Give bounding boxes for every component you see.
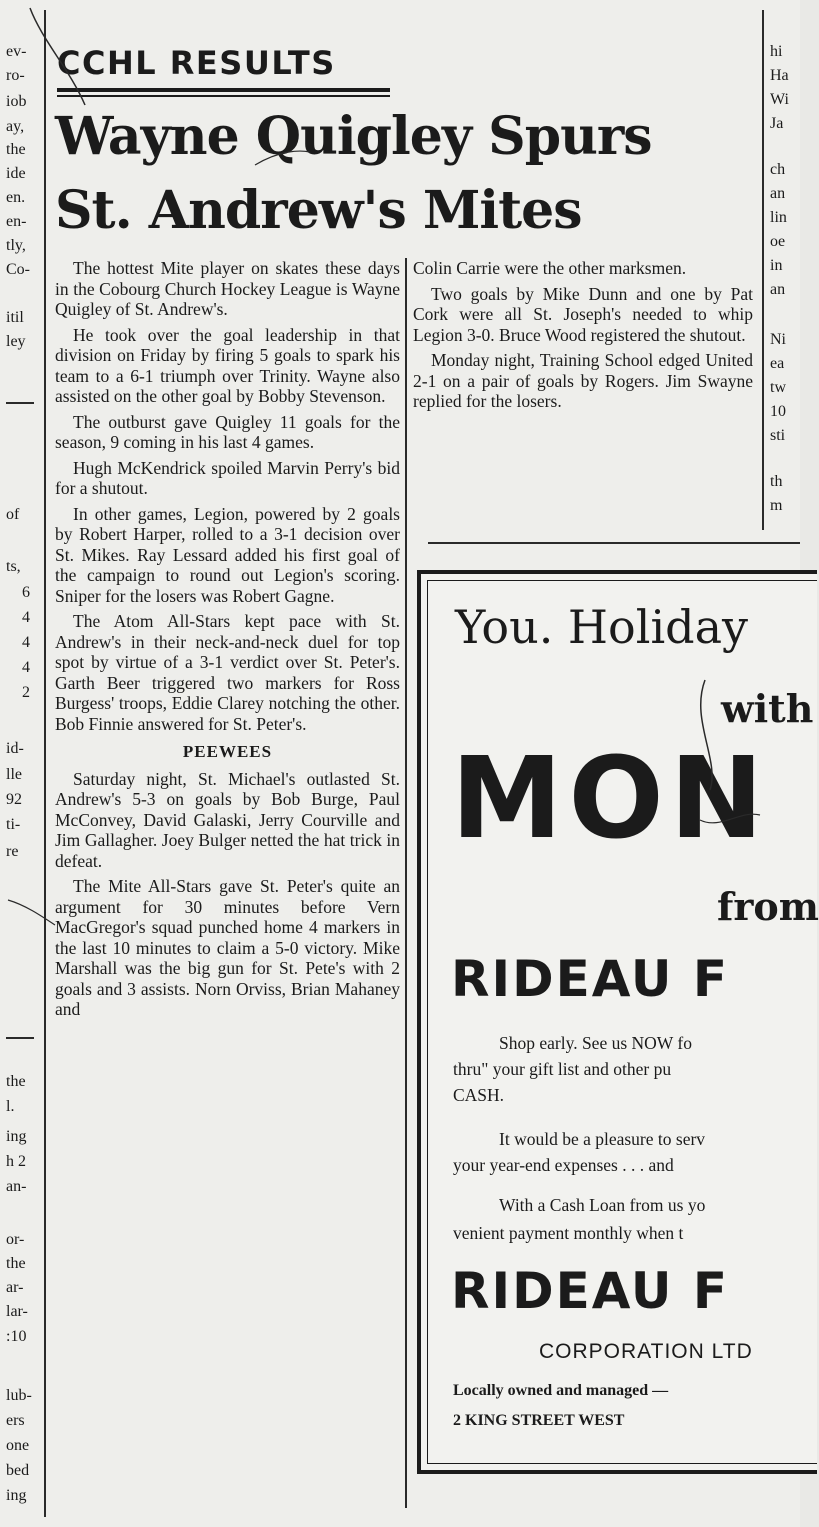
fragment-line: the [6, 1255, 26, 1272]
fragment-line: ley [6, 333, 26, 350]
column-rule-left [44, 10, 46, 1517]
fragment-line: the [6, 1073, 26, 1090]
article-subhead: PEEWEES [182, 742, 273, 761]
article-paragraph: The outburst gave Quigley 11 goals for the season, 9 coming in his last 4 games. [55, 411, 400, 452]
article-paragraph: The Mite All-Stars gave St. Peter's quite an argument for 30 minutes before Vern MacGregor's squad punched home 4 markers in the last 10 minutes to claim a 5-0 victory. Mike Marshall was the big gun for St. Pete's with 2 goals and 3 assists. Norn Orviss, Brian Mahaney and [55, 876, 400, 1019]
fragment-line: ea [770, 355, 785, 372]
fragment-line: an- [6, 1178, 27, 1195]
ad-body-text: your year-end expenses . . . and [453, 1155, 674, 1175]
fragment-line: :10 [6, 1328, 27, 1345]
fragment-line: Ha [770, 67, 789, 84]
fragment-line: ti- [6, 816, 21, 833]
fragment-line: id- [6, 740, 24, 757]
fragment-line: ing [6, 1128, 27, 1145]
ad-body-text: Shop early. See us NOW fo [499, 1033, 692, 1053]
ad-ownership-line: Locally owned and managed — [453, 1382, 669, 1399]
fragment-line: re [6, 843, 19, 860]
fragment-line: ing [6, 1487, 27, 1504]
fragment-line: an [770, 185, 786, 202]
ad-from-text: from [717, 884, 819, 929]
fragment-line: or- [6, 1231, 25, 1248]
article-paragraph: Saturday night, St. Michael's outlasted St. Andrew's 5-3 on goals by Bob Burge, Paul McConvey, David Galaski, Jerry Courville and Jim Gallagher. Joey Bulger netted the hat trick in defeat. [55, 768, 400, 871]
article-paragraph: Two goals by Mike Dunn and one by Pat Cork were all St. Joseph's needed to whip Legion 3-0. Bruce Wood registered the shutout. [413, 283, 753, 345]
fragment-line: m [770, 497, 783, 514]
fragment-line: en. [6, 189, 26, 206]
fragment-line: Ni [770, 331, 786, 348]
fragment-line: ev- [6, 43, 27, 60]
fragment-line: bed [6, 1462, 30, 1479]
fragment-line: tly, [6, 237, 26, 254]
fragment-line: one [6, 1437, 30, 1454]
divider-left-1 [6, 402, 34, 404]
ad-body-text: venient payment monthly when t [453, 1223, 684, 1243]
fragment-line: Wi [770, 91, 789, 108]
fragment-line: ay, [6, 118, 25, 135]
fragment-line: the [6, 141, 26, 158]
fragment-line: ro- [6, 67, 25, 84]
fragment-line: lin [770, 209, 787, 226]
article-paragraph: The hottest Mite player on skates these days in the Cobourg Church Hockey League is Wayne Quigley of St. Andrew's. [55, 258, 400, 319]
kicker-rule [57, 88, 390, 92]
fragment-line: in [770, 257, 783, 274]
fragment-line: 2 [22, 684, 30, 701]
headline-line-2: St. Andrew's Mites [55, 180, 582, 241]
fragment-line: 10 [770, 403, 786, 420]
fragment-line: lle [6, 766, 22, 783]
ad-brand-name: RIDEAU F [451, 950, 730, 1008]
article-paragraph: The Atom All-Stars kept pace with St. Andrew's in their neck-and-neck duel for top spot by virtue of a 3-1 verdict over St. Peter's. Garth Beer triggered two markers for Ross Burgess' troops, Eddie Clarey notching the other. Bob Finnie answered for St. Peter's. [55, 611, 400, 734]
fragment-line: oe [770, 233, 786, 250]
divider-left-2 [6, 1037, 34, 1039]
divider-ad-top [428, 542, 800, 544]
ad-body-text: thru" your gift list and other pu [453, 1059, 672, 1079]
article-paragraph: Colin Carrie were the other marksmen. [413, 258, 687, 278]
fragment-line: Ja [770, 115, 784, 132]
ad-heading: You. Holiday [455, 600, 749, 654]
ad-address: 2 KING STREET WEST [453, 1412, 625, 1429]
ad-body-text: It would be a pleasure to serv [499, 1129, 706, 1149]
fragment-line: itil [6, 309, 24, 326]
fragment-line: Co- [6, 261, 30, 278]
fragment-line: sti [770, 427, 786, 444]
article-headline [55, 100, 760, 248]
fragment-line: ch [770, 161, 786, 178]
column-rule-right [762, 10, 764, 530]
ad-body-text: With a Cash Loan from us yo [499, 1195, 706, 1215]
fragment-line: ide [6, 165, 26, 182]
article-paragraph: In other games, Legion, powered by 2 goals by Robert Harper, rolled to a 3-1 decision over St. Mikes. Ray Lessard added his first goal of the campaign to round out Legion's scoring. Sniper for the losers was Robert Gagne. [55, 503, 400, 606]
column-rule-middle [405, 258, 407, 1508]
fragment-line: lar- [6, 1303, 28, 1320]
ad-body-text: CASH. [453, 1085, 505, 1105]
fragment-line: ar- [6, 1279, 24, 1296]
article-paragraph: He took over the goal leadership in that division on Friday by firing 5 goals to spark his team to a 6-1 triumph over Trinity. Wayne also assisted on the other goal by Bobby Stevenson. [55, 324, 400, 406]
fragment-line: iob [6, 93, 27, 110]
article-paragraph: Hugh McKendrick spoiled Marvin Perry's bid for a shutout. [55, 457, 400, 498]
fragment-line: 4 [22, 609, 30, 626]
fragment-line: l. [6, 1098, 15, 1115]
fragment-line: of [6, 506, 20, 523]
ad-brand-name-footer: RIDEAU F [451, 1262, 730, 1320]
scribble-left-margin [8, 900, 55, 925]
fragment-line: ers [6, 1412, 25, 1429]
fragment-line: en- [6, 213, 27, 230]
fragment-line: 4 [22, 634, 30, 651]
fragment-line: ts, [6, 558, 21, 575]
headline-line-1: Wayne Quigley Spurs [55, 106, 652, 167]
fragment-line: hi [770, 43, 783, 60]
fragment-line: an [770, 281, 786, 298]
fragment-line: 4 [22, 659, 30, 676]
article-column-1 [55, 258, 400, 1025]
article-paragraph: Monday night, Training School edged United 2-1 on a pair of goals by Rogers. Jim Swayne replied for the losers. [413, 350, 753, 411]
fragment-line: tw [770, 379, 786, 396]
fragment-line: lub- [6, 1387, 32, 1404]
fragment-line: 92 [6, 791, 22, 808]
ad-money-word: MON [451, 734, 770, 864]
article-column-2 [413, 258, 753, 417]
ad-corporation: CORPORATION LTD [539, 1340, 753, 1363]
fragment-line: h 2 [6, 1153, 26, 1170]
fragment-line: th [770, 473, 783, 490]
ad-subheading: with [721, 686, 814, 731]
section-kicker: CCHL RESULTS [57, 44, 336, 82]
advertisement-box [417, 570, 817, 1474]
kicker-rule-thin [57, 95, 390, 97]
fragment-line: 6 [22, 584, 30, 601]
